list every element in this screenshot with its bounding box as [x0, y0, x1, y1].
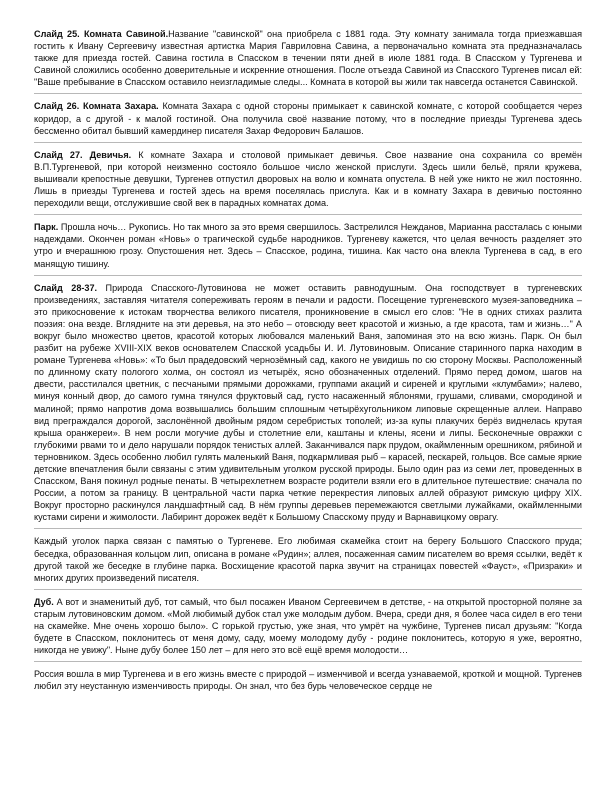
- paragraph-park: [34, 221, 582, 275]
- paragraph-text: Название "савинской" она приобрела с 1881 года. Эту комнату занимала тогда приезжавшая гостить к Ивану Сергеевичу известная артистка Мария Гавриловна Савина, а первоначально комната эта предназначалась также для приезда гостей. Савина гостила в Спасском в течении пяти дней в июле 1881 года. В Спасском у Тургенева и Савиной сложились особенно доверительные и искренние отношения. После отъезда Савиной из Спасского Тургенев писал ей: "Ваше пребывание в Спасском оставило неизгладимые следы... Комната в которой вы жили так навсегда останется Савинской.: [34, 29, 582, 88]
- paragraph-heading: Дуб.: [34, 596, 54, 607]
- paragraph-text: А вот и знаменитый дуб, тот самый, что был посажен Иваном Сергеевичем в детстве, - на открытой просторной поляне за старым лутовиновским домом. «Мой любимый дубок стал уже молодым дубом. Вчера, среди дня, я более часа сидел в его тени на скамейке. Мне очень хорошо было». С горькой грустью, уже зная, что умрёт на чужбине, Тургенев писал друзьям: "Когда будете в Спасском, поклонитесь от меня дому, саду, моему молодому дубу - родине поклонитесь, которую я уже, вероятно, никогда не увижу". Ныне дубу более 150 лет – для него это всё ещё время молодости…: [34, 596, 582, 656]
- paragraph-slide-26: [34, 100, 582, 142]
- paragraph-heading: Слайд 27. Девичья.: [34, 149, 132, 160]
- paragraph-russia: [34, 668, 582, 696]
- paragraph-heading: Слайд 25. Комната Савиной.: [34, 29, 169, 39]
- paragraph-heading: Слайд 26. Комната Захара.: [34, 101, 159, 112]
- paragraph-slide-28-37: [34, 282, 582, 530]
- paragraph-slide-27: [34, 149, 582, 215]
- paragraph-text: Комната Захара с одной стороны примыкает к савинской комнате, с которой сообщается через коридор, а с другой - к малой гостиной. Она получила своё название потому, что в последние приезды Тургенева здесь бессменно обитал бывший камердинер писателя Захар Федорович Балашов.: [34, 101, 582, 136]
- paragraph-park-memory: [34, 535, 582, 589]
- paragraph-text: Природа Спасского-Лутовинова не может оставить равнодушным. Она господствует в тургеневских произведениях, заставляя читателя сопереживать героям в печали и радости. Посещение тургеневского музея-заповедника – это прикосновение к истокам творчества великого писателя, проникновение в смысл его слов: "Не в одних стихах разлита поэзия: она везде. Вглядните на эти деревья, на это небо – отовсюду веет красотой и жизнью, а где красота, там и жизнь…" А вокруг было множество цветов, красотой которых любовался маленький Ваня, запоминая это на всю жизнь. Парк. Он был разбит на рубеже XVIII-XIX веков основателем Спасской усадьбы И. И. Лутовиновым. Описание старинного парка находим в романе Тургенева «Новь»: «То был прадедовский чернозёмный сад, какого не увидишь по сю сторону Москвы. Расположенный по длинному скату пологого холма, он состоял из четырёх, ясно обозначенных отделений. Прямо перед домом, шагов на двести, расстилался цветник, с песчаными прямыми дорожками, группами акаций и сиреней и круглыми «клумбами»; налево, минуя конный двор, до самого гумна тянулся фруктовый сад, густо насаженный яблонями, грушами, сливами, смородиной и малиной; прямо напротив дома возвышались большим сплошным четырёхугольником липовые скрещенные аллеи. Направо вид преграждался дорогой, заслонённой двойным рядом серебристых тополей; из-за купы плакучих берёз виднелась крутая крыша оранжереи». В нем росли могучие дубы и столетние ели, каштаны и клены, ясени и липы. Бесконечные овражки с глубокими рвами то и дело нарушали порядок тенистых аллей. Заканчивался парк прудом, окаймленным орешником, рябиной и терновником. Здесь особенно любил гулять маленький Ваня, подкармливая рыб – карасей, пескарей, гольцов. Все самые яркие детские впечатления были связаны с этим удивительным уголком русской природы. Было один раз из семи лет, проведенных в Спасском, Ваня покинул родные пенаты. В четырехлетнем возрасте родители взяли его в длительное путешествие: сначала по России, а потом за границу. В центральной части парка четкие перекрестия липовых аллей образуют римскую цифру XIX. Вокруг просторно раскинулся ландшафтный сад. В нём группы деревьев перемежаются светлыми лужайками, окаймленными кустами сирени и жимолости. Лабиринт дорожек ведёт к Большому Спасскому пруду и Варнавицкому оврагу.: [34, 282, 582, 523]
- paragraph-heading: Парк.: [34, 222, 59, 233]
- paragraph-text: Россия вошла в мир Тургенева и в его жизнь вместе с природой – изменчивой и всегда узнаваемой, кроткой и мощной. Тургенев любил эту неустанную изменчивость природы. Он знал, что без бурь человеческое сердце не: [34, 669, 582, 692]
- paragraph-text: К комнате Захара и столовой примыкает девичья. Свое название она сохранила со времён В.П.Тургеневой, при которой неизменно состояло большое число женской прислуги. Здесь шили бельё, пряли кружева, вышивали крепостные девушки, Тургенев отпустил дворовых на волю и комната опустела. В ней уже никто не жил постоянно. Лишь в приезды Тургенева и гостей здесь на время поселялась прислуга. Как и в комнату Захара в девичью постоянно переходили вещи, отслужившие свой век в парадных комнатах дома.: [34, 149, 582, 209]
- paragraph-heading: Слайд 28-37.: [34, 282, 98, 293]
- paragraph-oak: [34, 596, 582, 662]
- paragraph-text: Прошла ночь… Рукопись. Но так много за это время свершилось. Застрелился Нежданов, Марианна рассталась с юными надеждами. Окончен роман «Новь» о трагической судьбе народников. Тургеневу кажется, что целая вечность разделяет это утро и вчерашнюю грозу. Опустошения нет. Здесь – Спасское, родина, тишина. Как часто она влекла Тургенева в сад, в его манящую тишину.: [34, 222, 582, 269]
- paragraph-slide-25: [34, 28, 582, 94]
- paragraph-text: Каждый уголок парка связан с памятью о Тургеневе. Его любимая скамейка стоит на берегу Большого Спасского пруда; беседка, образованная кольцом лип, описана в романе «Рудин»; аллея, посаженная самим писателем во время ссылки, ведёт к другой такой же беседке в глубине парка. Восхищение красотой парка звучит на страницах повестей «Фауст», «Призраки» и многих других произведений писателя.: [34, 536, 582, 583]
